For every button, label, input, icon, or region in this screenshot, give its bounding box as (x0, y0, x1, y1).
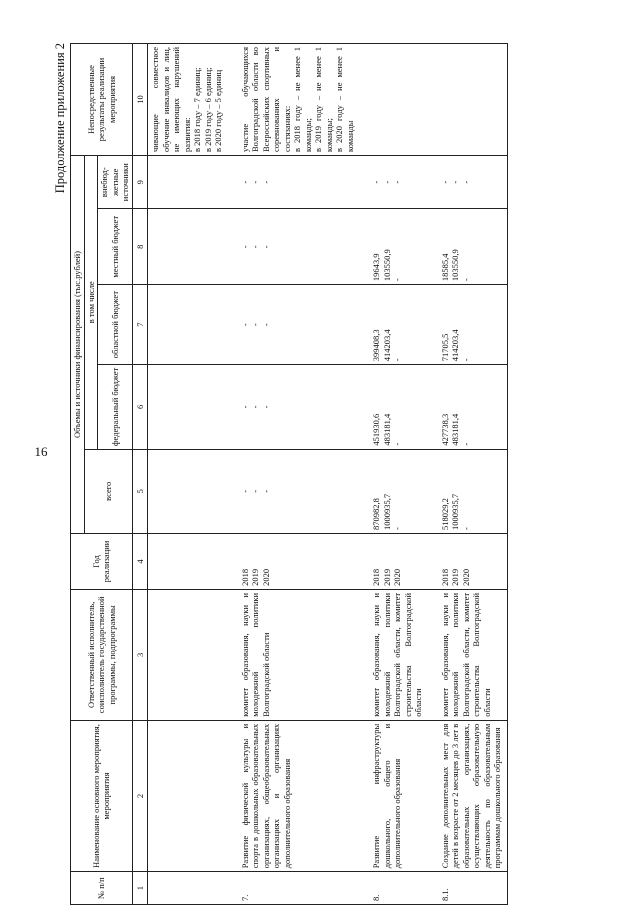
row-result: чивающие совместное обучение инвалидов и лиц, не имеющих нарушений развития: в 2018 году – 7 единиц; в 2019 году – 6 единиц; в 2020 году – 5 единиц (148, 44, 228, 156)
row-regional (148, 285, 228, 365)
row-extra: - - - (359, 156, 428, 209)
table-row (228, 44, 360, 905)
column-number: 1 (132, 872, 148, 905)
row-num: 8.1. (428, 872, 508, 905)
header-extrabudget: внебюд-жетные источники (98, 156, 133, 209)
row-executor (148, 589, 228, 720)
row-regional: 71705,5 414203,4 - (428, 285, 508, 365)
row-total: 518029,2 1000935,7 - (428, 449, 508, 533)
row-result (428, 44, 508, 156)
column-number: 9 (132, 156, 148, 209)
row-years: 2018 2019 2020 (359, 533, 428, 589)
row-federal: 451930,6 483181,4 - (359, 365, 428, 449)
row-executor: комитет образования, науки и молодежной политики Волгоградской области (228, 589, 360, 720)
table-row (428, 44, 508, 905)
table-row (359, 44, 428, 905)
column-number: 5 (132, 449, 148, 533)
row-result (359, 44, 428, 156)
row-local: 18585,4 103550,9 - (428, 209, 508, 285)
row-local: 19643,9 103550,9 - (359, 209, 428, 285)
header-regional: областной бюджет (98, 285, 133, 365)
row-federal: - - - (228, 365, 360, 449)
row-total: - - - (228, 449, 360, 533)
row-total: 870982,8 1000935,7 - (359, 449, 428, 533)
header-funding: Объемы и источники финансирования (тыс.рублей) (71, 156, 85, 534)
column-number: 8 (132, 209, 148, 285)
header-including: в том числе (84, 156, 98, 450)
row-executor: комитет образования, науки и молодежной политики Волгоградской области, комитет строительства Волгоградской области (428, 589, 508, 720)
column-number: 6 (132, 365, 148, 449)
row-name: Развитие физической культуры и спорта в дошкольных образовательных организациях, общеобразовательных организациях и организациях дополнительного образования (228, 720, 360, 872)
row-years (148, 533, 228, 589)
header-num: № п/п (71, 872, 133, 905)
rotated-page (52, 28, 600, 905)
row-years: 2018 2019 2020 (228, 533, 360, 589)
header-executor: Ответственный исполнитель, соисполнитель государственной программы, подпрограммы (71, 589, 133, 720)
header-total: всего (84, 449, 132, 533)
table-row (148, 44, 228, 905)
row-regional: - - - (228, 285, 360, 365)
header-year: Год реализации (71, 533, 133, 589)
header-local: местный бюджет (98, 209, 133, 285)
column-number-row (132, 44, 148, 905)
row-years: 2018 2019 2020 (428, 533, 508, 589)
row-local (148, 209, 228, 285)
header-name: Наименование основного мероприятия, мероприятия (71, 720, 133, 872)
row-extra: - - - (228, 156, 360, 209)
column-number: 10 (132, 44, 148, 156)
row-num: 8. (359, 872, 428, 905)
row-executor: комитет образования, науки и молодежной политики Волгоградской области, комитет строительства Волгоградской области (359, 589, 428, 720)
continuation-title: Продолжение приложения 2 (53, 43, 67, 194)
row-regional: 399408,3 414203,4 - (359, 285, 428, 365)
column-number: 3 (132, 589, 148, 720)
column-number: 4 (132, 533, 148, 589)
column-number: 7 (132, 285, 148, 365)
row-local: - - - (228, 209, 360, 285)
row-extra: - - - (428, 156, 508, 209)
row-num (148, 872, 228, 905)
row-num: 7. (228, 872, 360, 905)
header-federal: федеральный бюджет (98, 365, 133, 449)
header-results: Непосредственные результаты реализации мероприятия (71, 44, 133, 156)
row-federal (148, 365, 228, 449)
row-federal: 427738,3 483181,4 - (428, 365, 508, 449)
row-result: участие обучающихся Волгоградской области во Всероссийских спортивных соревнованиях и состязаниях: в 2018 году – не менее 1 команды; в 2019 году – не менее 1 команды; в 2020 году – не менее 1 команды (228, 44, 360, 156)
column-number: 2 (132, 720, 148, 872)
row-extra (148, 156, 228, 209)
row-name (148, 720, 228, 872)
program-table (70, 43, 508, 905)
row-name: Развитие инфраструктуры дошкольного, общего и дополнительного образования (359, 720, 428, 872)
row-total (148, 449, 228, 533)
page-number: 16 (34, 444, 48, 459)
row-name: Создание дополнительных мест для детей в возрасте от 2 месяцев до 3 лет в образовательных организациях, осуществляющих образовательную деятельность по образовательным программам дошкольного образования (428, 720, 508, 872)
